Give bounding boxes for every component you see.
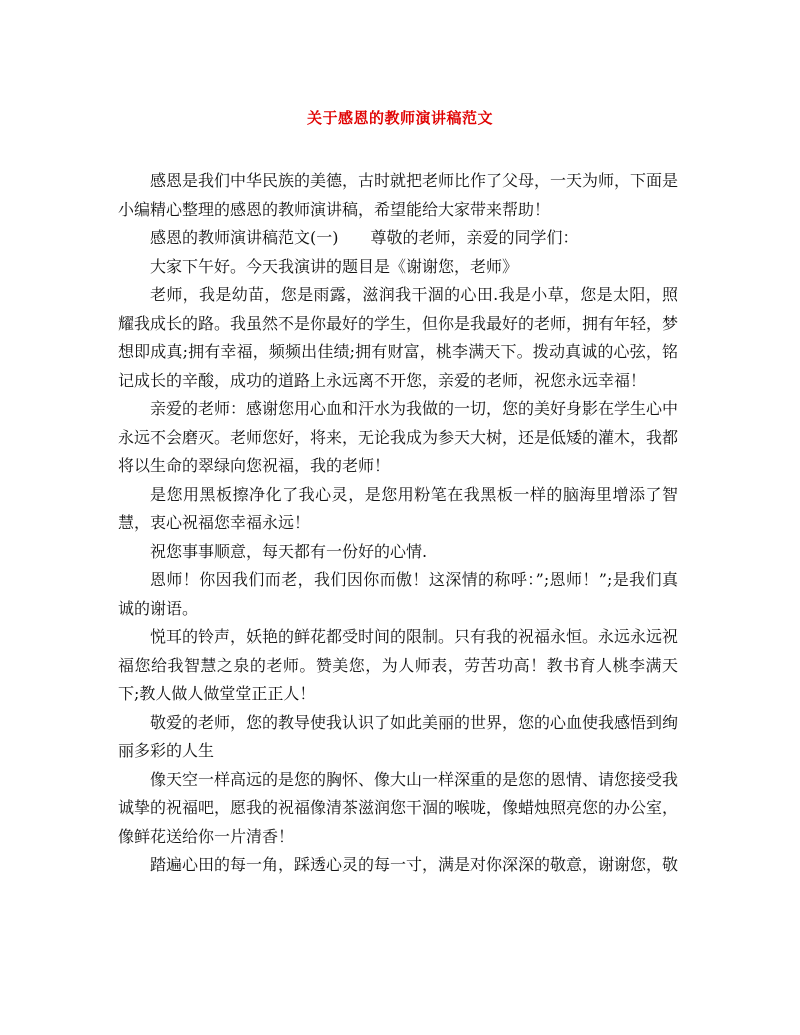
paragraph: 恩师！你因我们而老，我们因你而傲！这深情的称呼：”;恩师！”;是我们真诚的谢语。 [118, 570, 678, 618]
paragraph: 是您用黑板擦净化了我心灵，是您用粉笔在我黑板一样的脑海里增添了智慧，衷心祝福您幸福永远！ [118, 484, 678, 532]
paragraph-greeting: 大家下午好。今天我演讲的题目是《谢谢您，老师》 [150, 256, 519, 276]
paragraph: 像天空一样高远的是您的胸怀、像大山一样深重的是您的恩情、请您接受我诚挚的祝福吧，愿我的祝福像清茶滋润您干涸的喉咙，像蜡烛照亮您的办公室，像鲜花送给你一片清香！ [118, 769, 679, 846]
paragraph: 悦耳的铃声，妖艳的鲜花都受时间的限制。只有我的祝福永恒。永远永远祝福您给我智慧之泉的老师。赞美您，为人师表，劳苦功高！教书育人桃李满天下;教人做人做堂堂正正人！ [118, 627, 679, 703]
paragraph: 亲爱的老师：感谢您用心血和汗水为我做的一切，您的美好身影在学生心中永远不会磨灭。老师您好，将来，无论我成为参天大树，还是低矮的灌木，我都将以生命的翠绿向您祝福，我的老师！ [118, 399, 679, 475]
paragraph: 敬爱的老师，您的教导使我认识了如此美丽的世界，您的心血使我感悟到绚丽多彩的人生 [118, 712, 679, 760]
paragraph: 踏遍心田的每一角，踩透心灵的每一寸，满是对你深深的敬意，谢谢您，敬 [150, 855, 679, 874]
paragraph: 老师，我是幼苗，您是雨露，滋润我干涸的心田.我是小草，您是太阳，照耀我成长的路。我虽然不是你最好的学生，但你是我最好的老师，拥有年轻，梦想即成真;拥有幸福，频频出佳绩;拥有财富，桃李满天下。拨动真诚的心弦，铭记成长的辛酸，成功的道路上永远离不开您，亲爱的老师，祝您永远幸福！ [118, 285, 679, 390]
paragraph-intro: 感恩是我们中华民族的美德，古时就把老师比作了父母，一天为师，下面是小编精心整理的感恩的教师演讲稿，希望能给大家带来帮助！ [118, 171, 679, 219]
paragraph-salutation: 感恩的教师演讲稿范文(一) 尊敬的老师，亲爱的同学们： [150, 228, 579, 247]
document-body [118, 167, 678, 880]
paragraph: 祝您事事顺意，每天都有一份好的心情. [150, 541, 428, 561]
document-title: 关于感恩的教师演讲稿范文 [306, 109, 493, 127]
